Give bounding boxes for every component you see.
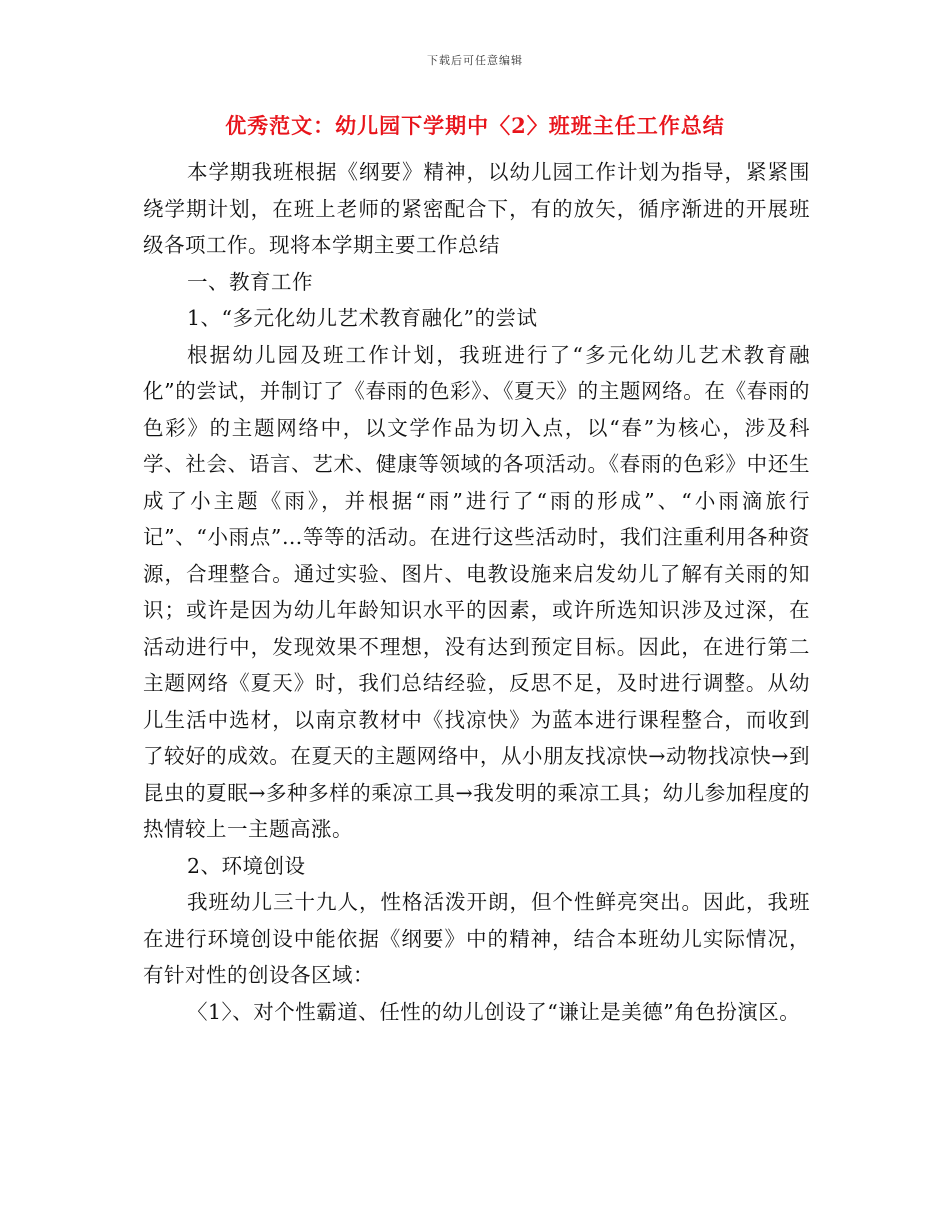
header-note: 下载后可任意编辑 <box>427 54 523 67</box>
section-heading-education: 一、教育工作 <box>187 269 313 294</box>
art-education-paragraph: 根据幼儿园及班工作计划，我班进行了“多元化幼儿艺术教育融化”的尝试，并制订了《春雨的色彩》、《夏天》的主题网络。在《春雨的色彩》的主题网络中，以文学作品为切入点，以“春”为核心，涉及科学、社会、语言、艺术、健康等领域的各项活动。《春雨的色彩》中还生成了小主题《雨》，并根据“雨”进行了“雨的形成”、“小雨滴旅行记”、“小雨点”…等等的活动。在进行这些活动时，我们注重利用各种资源，合理整合。通过实验、图片、电教设施来启发幼儿了解有关雨的知识；或许是因为幼儿年龄知识水平的因素，或许所选知识涉及过深，在活动进行中，发现效果不理想，没有达到预定目标。因此，在进行第二主题网络《夏天》时，我们总结经验，反思不足，及时进行调整。从幼儿生活中选材，以南京教材中《找凉快》为蓝本进行课程整合，而收到了较好的成效。在夏天的主题网络中，从小朋友找凉快→动物找凉快→到昆虫的夏眠→多种多样的乘凉工具→我发明的乘凉工具；幼儿参加程度的热情较上一主题高涨。 <box>143 342 810 841</box>
subheading-environment: 2、环境创设 <box>187 853 306 878</box>
environment-paragraph: 我班幼儿三十九人，性格活泼开朗，但个性鲜亮突出。因此，我班在进行环境创设中能依据《纲要》中的精神，结合本班幼儿实际情况，有针对性的创设各区域： <box>143 890 810 987</box>
intro-paragraph: 本学期我班根据《纲要》精神，以幼儿园工作计划为指导，紧紧围绕学期计划，在班上老师的紧密配合下，有的放矢，循序渐进的开展班级各项工作。现将本学期主要工作总结 <box>143 160 810 257</box>
subheading-art-education: 1、“多元化幼儿艺术教育融化”的尝试 <box>187 306 538 330</box>
area-item-1: 〈1〉、对个性霸道、任性的幼儿创设了“谦让是美德”角色扮演区。 <box>187 999 801 1024</box>
page-title: 优秀范文：幼儿园下学期中〈2〉班班主任工作总结 <box>225 113 725 138</box>
document-body <box>143 154 810 1030</box>
